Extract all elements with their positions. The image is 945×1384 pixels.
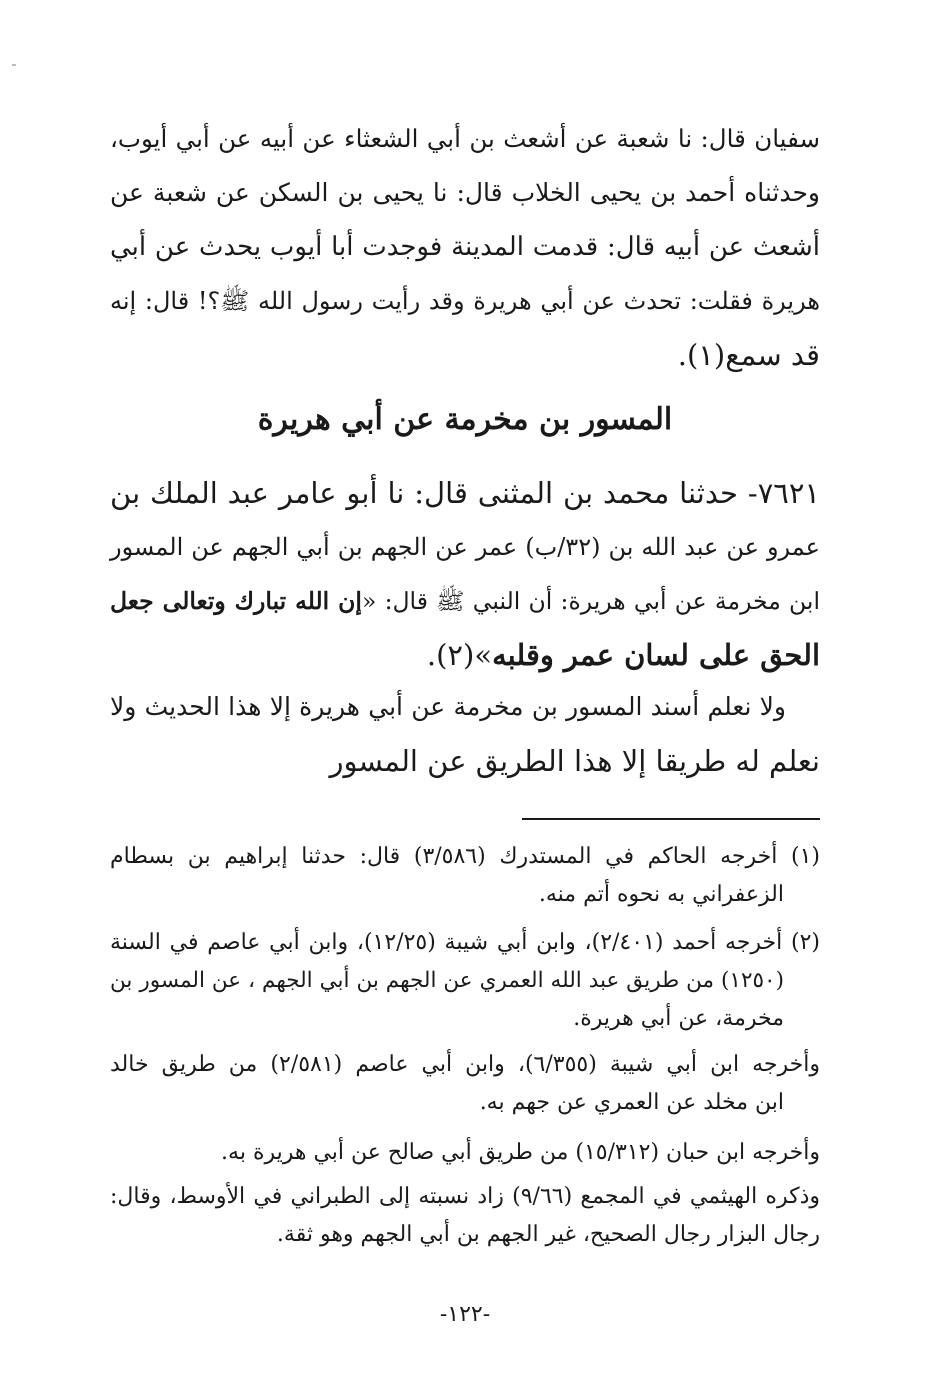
footnote-2-continued-b [110,1134,820,1172]
footnote-line: مخرمة، عن أبي هريرة. [573,1006,784,1031]
text-line [110,574,820,628]
footnote-line: ابن مخلد عن العمري عن جهم به. [479,1090,784,1115]
footnote-line: (١٢٥٠) من طريق عبد الله العمري عن الجهم بن أبي الجهم ، عن المسور بن [110,968,784,993]
footnote-2-continued-a [110,1046,820,1122]
text-line: هريرة فقلت: تحدث عن أبي هريرة وقد رأيت رسول الله ﷺ؟! قال: إنه [110,287,820,315]
page-number: -١٢٢- [439,1302,491,1327]
text-line: قد سمع(١). [677,338,820,372]
text-line: وحدثناه أحمد بن يحيى الخلاب قال: نا يحيى بن السكن عن شعبة عن [110,178,820,207]
scan-speck [12,64,16,66]
footnote-separator [522,818,820,820]
text-plain: »(٢). [426,638,493,672]
paragraph-isnad-abu-ayyub [110,112,820,382]
hadith-matn-bold: الحق على لسان عمر وقلبه [492,638,820,672]
footnote-line: وذكره الهيثمي في المجمع (٩/٦٦) زاد نسبته إلى الطبراني في الأوسط، وقال: [110,1184,820,1209]
footnote-line: (١) أخرجه الحاكم في المستدرك (٣/٥٨٦) قال: حدثنا إبراهيم بن بسطام [110,844,821,869]
hadith-matn-bold: إن الله تبارك وتعالى جعل [110,587,362,615]
document-page [110,0,820,1384]
text-line: عمرو عن عبد الله بن (٣٢/ب) عمر عن الجهم بن أبي الجهم عن المسور [110,533,820,561]
text-line: ولا نعلم أسند المسور بن مخرمة عن أبي هريرة إلا هذا الحديث ولا [110,692,786,721]
text-plain: ابن مخرمة عن أبي هريرة: أن النبي ﷺ قال: « [361,587,820,615]
footnote-2-continued-c [110,1178,820,1254]
paragraph-commentary [110,680,820,788]
text-line: ٧٦٢١- حدثنا محمد بن المثنى قال: نا أبو عامر عبد الملك بن [110,476,820,510]
text-line: سفيان قال: نا شعبة عن أشعث بن أبي الشعثاء عن أبيه عن أبي أيوب، [110,124,820,153]
text-line [110,628,820,682]
paragraph-hadith-7621 [110,466,820,682]
footnote-line: (٢) أخرجه أحمد (٢/٤٠١)، وابن أبي شيبة (١٢/٢٥)، وابن أبي عاصم في السنة [110,930,820,955]
footnote-line: الزعفراني به نحوه أتم منه. [538,882,784,907]
section-heading: المسور بن مخرمة عن أبي هريرة [257,402,673,437]
footnote-1 [110,838,820,914]
footnote-2 [110,924,820,1038]
footnote-line: رجال البزار رجال الصحيح، غير الجهم بن أبي الجهم وهو ثقة. [276,1222,820,1247]
text-line: أشعث عن أبيه قال: قدمت المدينة فوجدت أبا أيوب يحدث عن أبي [110,232,820,262]
footnote-line: وأخرجه ابن أبي شيبة (٦/٣٥٥)، وابن أبي عاصم (٢/٥٨١) من طريق خالد [110,1052,820,1077]
text-line: نعلم له طريقا إلا هذا الطريق عن المسور [329,744,820,778]
footnote-line: وأخرجه ابن حبان (١٥/٣١٢) من طريق أبي صالح عن أبي هريرة به. [221,1140,820,1165]
